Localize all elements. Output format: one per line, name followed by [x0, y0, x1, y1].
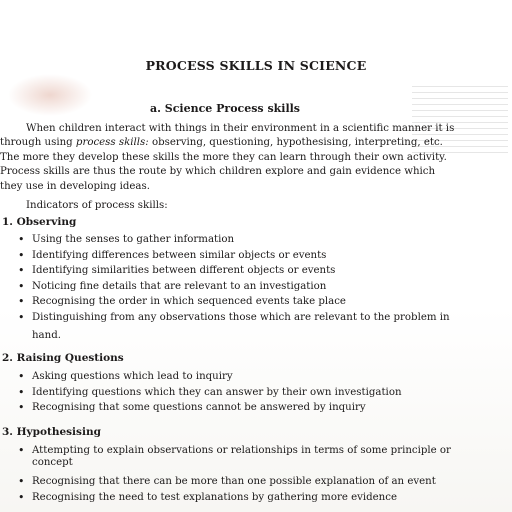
- section-heading: 3. Hypothesising: [2, 426, 101, 438]
- list-item: • Recognising that there can be more than one possible explanation of an event: [18, 474, 436, 490]
- section-heading: 2. Raising Questions: [2, 352, 124, 364]
- emphasis-text: process skills:: [75, 137, 149, 149]
- list-item: • Using the senses to gather information: [18, 232, 450, 248]
- section-subtitle: a. Science Process skills: [150, 102, 300, 115]
- intro-line: Process skills are thus the route by which children explore and gain evidence which: [0, 166, 436, 178]
- intro-line: When children interact with things in their environment in a scientific manner it is: [26, 123, 455, 134]
- list-item: • Attempting to explain observations or relationships in terms of some principle or: [18, 443, 451, 459]
- list-item: • Identifying similarities between different objects or events: [18, 263, 450, 279]
- list-item: • Distinguishing from any observations those which are relevant to the problem in: [18, 310, 450, 326]
- section-heading: 1. Observing: [2, 216, 77, 228]
- list-item: • Recognising that some questions cannot be answered by inquiry: [18, 400, 402, 416]
- list-item-continuation: hand.: [32, 330, 61, 341]
- list-item-continuation: concept: [32, 457, 73, 468]
- intro-line: they use in developing ideas.: [0, 180, 150, 192]
- intro-line: through using process skills: observing, questioning, hypothesising, interpreting, etc.: [0, 137, 443, 149]
- bullet-list: [18, 443, 451, 459]
- list-item: • Identifying differences between similar objects or events: [18, 248, 450, 264]
- bullet-list: [18, 474, 436, 505]
- intro-paragraph: [0, 122, 490, 194]
- list-item: • Recognising the need to test explanations by gathering more evidence: [18, 490, 436, 506]
- list-item: • Asking questions which lead to inquiry: [18, 369, 402, 385]
- list-item: • Noticing fine details that are relevant to an investigation: [18, 279, 450, 295]
- page-title: PROCESS SKILLS IN SCIENCE: [145, 58, 367, 73]
- intro-line: The more they develop these skills the more they can learn through their own activity.: [0, 151, 447, 163]
- list-item: • Recognising the order in which sequenced events take place: [18, 294, 450, 310]
- bullet-list: [18, 369, 402, 416]
- bullet-list: [18, 232, 450, 326]
- indicators-label: Indicators of process skills:: [26, 200, 168, 211]
- list-item: • Identifying questions which they can answer by their own investigation: [18, 385, 402, 401]
